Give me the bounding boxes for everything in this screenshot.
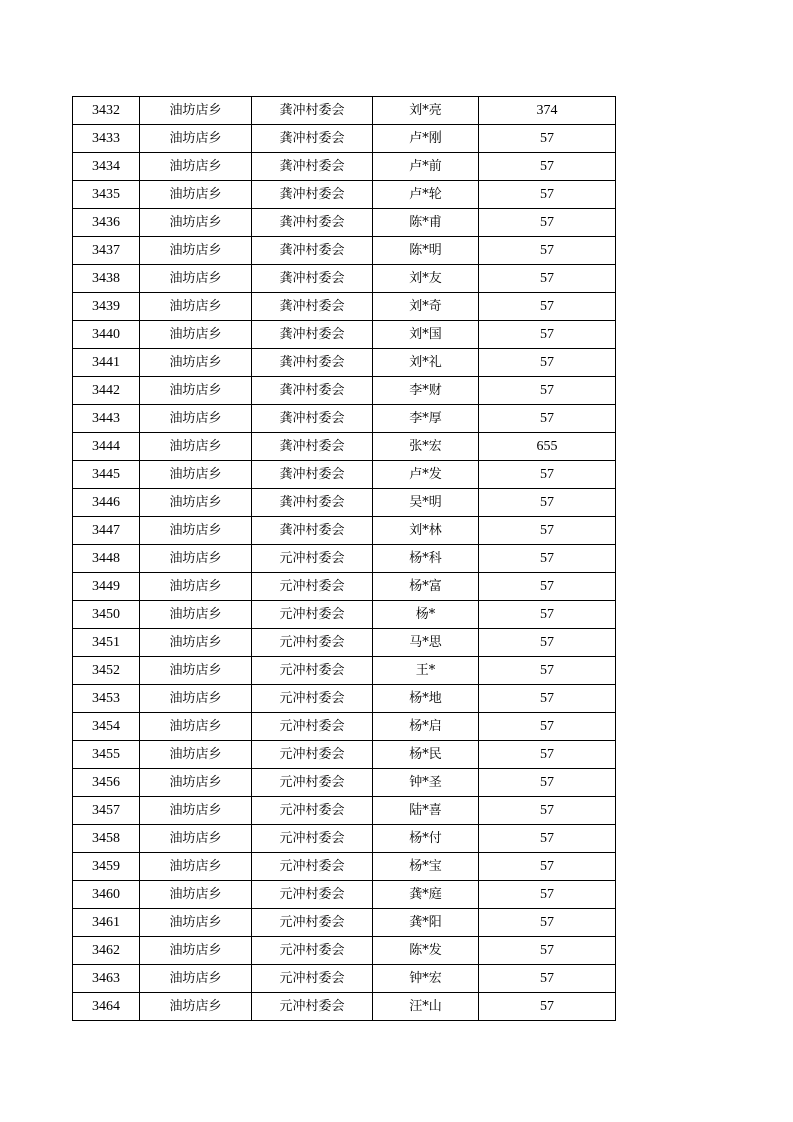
cell-amount: 57: [479, 965, 616, 993]
cell-person-name: 杨*宝: [373, 853, 479, 881]
cell-amount: 57: [479, 153, 616, 181]
cell-person-name: 杨*: [373, 601, 479, 629]
cell-amount: 57: [479, 713, 616, 741]
cell-person-name: 汪*山: [373, 993, 479, 1021]
cell-serial-number: 3459: [73, 853, 140, 881]
cell-serial-number: 3433: [73, 125, 140, 153]
cell-amount: 57: [479, 881, 616, 909]
cell-serial-number: 3434: [73, 153, 140, 181]
cell-township: 油坊店乡: [140, 965, 252, 993]
cell-township: 油坊店乡: [140, 601, 252, 629]
cell-person-name: 陈*发: [373, 937, 479, 965]
cell-person-name: 陈*甫: [373, 209, 479, 237]
cell-serial-number: 3432: [73, 97, 140, 125]
cell-person-name: 钟*圣: [373, 769, 479, 797]
cell-village-committee: 龚冲村委会: [252, 97, 373, 125]
cell-person-name: 卢*轮: [373, 181, 479, 209]
cell-serial-number: 3454: [73, 713, 140, 741]
cell-person-name: 吴*明: [373, 489, 479, 517]
cell-serial-number: 3461: [73, 909, 140, 937]
cell-serial-number: 3458: [73, 825, 140, 853]
cell-township: 油坊店乡: [140, 209, 252, 237]
cell-amount: 57: [479, 181, 616, 209]
table-row: [73, 377, 616, 405]
cell-serial-number: 3440: [73, 321, 140, 349]
cell-township: 油坊店乡: [140, 293, 252, 321]
cell-amount: 57: [479, 125, 616, 153]
cell-village-committee: 龚冲村委会: [252, 209, 373, 237]
cell-village-committee: 元冲村委会: [252, 713, 373, 741]
cell-person-name: 陈*明: [373, 237, 479, 265]
cell-village-committee: 元冲村委会: [252, 797, 373, 825]
cell-township: 油坊店乡: [140, 265, 252, 293]
cell-serial-number: 3455: [73, 741, 140, 769]
cell-township: 油坊店乡: [140, 825, 252, 853]
cell-village-committee: 龚冲村委会: [252, 293, 373, 321]
cell-amount: 374: [479, 97, 616, 125]
cell-village-committee: 龚冲村委会: [252, 265, 373, 293]
cell-serial-number: 3437: [73, 237, 140, 265]
table-body: [73, 97, 616, 1021]
table-row: [73, 181, 616, 209]
cell-township: 油坊店乡: [140, 713, 252, 741]
cell-township: 油坊店乡: [140, 685, 252, 713]
cell-amount: 57: [479, 265, 616, 293]
cell-village-committee: 龚冲村委会: [252, 517, 373, 545]
cell-amount: 57: [479, 321, 616, 349]
cell-amount: 57: [479, 741, 616, 769]
cell-township: 油坊店乡: [140, 153, 252, 181]
cell-village-committee: 龚冲村委会: [252, 349, 373, 377]
cell-person-name: 刘*林: [373, 517, 479, 545]
table-row: [73, 769, 616, 797]
cell-township: 油坊店乡: [140, 405, 252, 433]
cell-village-committee: 元冲村委会: [252, 573, 373, 601]
cell-serial-number: 3460: [73, 881, 140, 909]
table-row: [73, 237, 616, 265]
table-row: [73, 909, 616, 937]
cell-village-committee: 龚冲村委会: [252, 489, 373, 517]
table-row: [73, 825, 616, 853]
cell-serial-number: 3443: [73, 405, 140, 433]
table-row: [73, 657, 616, 685]
table-row: [73, 321, 616, 349]
cell-person-name: 龚*庭: [373, 881, 479, 909]
cell-serial-number: 3435: [73, 181, 140, 209]
cell-serial-number: 3441: [73, 349, 140, 377]
cell-person-name: 钟*宏: [373, 965, 479, 993]
cell-amount: 57: [479, 405, 616, 433]
cell-amount: 57: [479, 853, 616, 881]
cell-village-committee: 元冲村委会: [252, 629, 373, 657]
cell-amount: 57: [479, 825, 616, 853]
cell-township: 油坊店乡: [140, 629, 252, 657]
cell-village-committee: 元冲村委会: [252, 937, 373, 965]
cell-person-name: 卢*前: [373, 153, 479, 181]
cell-amount: 57: [479, 545, 616, 573]
cell-township: 油坊店乡: [140, 125, 252, 153]
cell-serial-number: 3447: [73, 517, 140, 545]
cell-amount: 57: [479, 797, 616, 825]
cell-township: 油坊店乡: [140, 517, 252, 545]
cell-person-name: 马*思: [373, 629, 479, 657]
cell-person-name: 李*厚: [373, 405, 479, 433]
table-row: [73, 125, 616, 153]
cell-amount: 57: [479, 909, 616, 937]
cell-village-committee: 元冲村委会: [252, 825, 373, 853]
table-row: [73, 293, 616, 321]
table-row: [73, 937, 616, 965]
cell-person-name: 卢*发: [373, 461, 479, 489]
cell-township: 油坊店乡: [140, 349, 252, 377]
cell-amount: 57: [479, 993, 616, 1021]
table-row: [73, 209, 616, 237]
cell-amount: 57: [479, 937, 616, 965]
cell-serial-number: 3450: [73, 601, 140, 629]
cell-amount: 655: [479, 433, 616, 461]
cell-township: 油坊店乡: [140, 909, 252, 937]
cell-township: 油坊店乡: [140, 993, 252, 1021]
table-row: [73, 741, 616, 769]
cell-village-committee: 元冲村委会: [252, 657, 373, 685]
cell-amount: 57: [479, 209, 616, 237]
cell-person-name: 李*财: [373, 377, 479, 405]
table-row: [73, 853, 616, 881]
table-row: [73, 993, 616, 1021]
cell-serial-number: 3451: [73, 629, 140, 657]
cell-village-committee: 龚冲村委会: [252, 181, 373, 209]
cell-township: 油坊店乡: [140, 377, 252, 405]
table-row: [73, 881, 616, 909]
cell-person-name: 陆*喜: [373, 797, 479, 825]
cell-serial-number: 3449: [73, 573, 140, 601]
cell-serial-number: 3462: [73, 937, 140, 965]
table-row: [73, 405, 616, 433]
cell-amount: 57: [479, 685, 616, 713]
cell-person-name: 卢*刚: [373, 125, 479, 153]
cell-serial-number: 3442: [73, 377, 140, 405]
cell-village-committee: 元冲村委会: [252, 601, 373, 629]
cell-township: 油坊店乡: [140, 237, 252, 265]
cell-person-name: 刘*礼: [373, 349, 479, 377]
cell-village-committee: 元冲村委会: [252, 881, 373, 909]
cell-amount: 57: [479, 349, 616, 377]
table-row: [73, 713, 616, 741]
cell-village-committee: 龚冲村委会: [252, 461, 373, 489]
cell-township: 油坊店乡: [140, 97, 252, 125]
cell-person-name: 张*宏: [373, 433, 479, 461]
cell-township: 油坊店乡: [140, 657, 252, 685]
cell-amount: 57: [479, 237, 616, 265]
table-row: [73, 153, 616, 181]
cell-township: 油坊店乡: [140, 853, 252, 881]
cell-serial-number: 3436: [73, 209, 140, 237]
cell-village-committee: 龚冲村委会: [252, 377, 373, 405]
cell-village-committee: 龚冲村委会: [252, 125, 373, 153]
cell-amount: 57: [479, 601, 616, 629]
cell-township: 油坊店乡: [140, 545, 252, 573]
cell-township: 油坊店乡: [140, 937, 252, 965]
cell-township: 油坊店乡: [140, 769, 252, 797]
cell-person-name: 刘*奇: [373, 293, 479, 321]
cell-person-name: 王*: [373, 657, 479, 685]
table-row: [73, 349, 616, 377]
table-row: [73, 545, 616, 573]
cell-village-committee: 龚冲村委会: [252, 153, 373, 181]
table-row: [73, 97, 616, 125]
cell-serial-number: 3457: [73, 797, 140, 825]
table-row: [73, 517, 616, 545]
table-row: [73, 489, 616, 517]
cell-serial-number: 3463: [73, 965, 140, 993]
cell-village-committee: 龚冲村委会: [252, 433, 373, 461]
cell-village-committee: 元冲村委会: [252, 685, 373, 713]
cell-person-name: 龚*阳: [373, 909, 479, 937]
cell-township: 油坊店乡: [140, 797, 252, 825]
cell-township: 油坊店乡: [140, 741, 252, 769]
cell-person-name: 杨*付: [373, 825, 479, 853]
cell-amount: 57: [479, 517, 616, 545]
cell-serial-number: 3445: [73, 461, 140, 489]
cell-village-committee: 龚冲村委会: [252, 405, 373, 433]
cell-serial-number: 3464: [73, 993, 140, 1021]
table-row: [73, 965, 616, 993]
cell-serial-number: 3456: [73, 769, 140, 797]
cell-township: 油坊店乡: [140, 573, 252, 601]
cell-amount: 57: [479, 629, 616, 657]
cell-village-committee: 元冲村委会: [252, 853, 373, 881]
cell-amount: 57: [479, 489, 616, 517]
table-row: [73, 685, 616, 713]
cell-serial-number: 3438: [73, 265, 140, 293]
cell-amount: 57: [479, 573, 616, 601]
cell-village-committee: 元冲村委会: [252, 965, 373, 993]
cell-amount: 57: [479, 769, 616, 797]
cell-person-name: 杨*启: [373, 713, 479, 741]
cell-amount: 57: [479, 377, 616, 405]
cell-serial-number: 3452: [73, 657, 140, 685]
cell-village-committee: 龚冲村委会: [252, 237, 373, 265]
cell-township: 油坊店乡: [140, 489, 252, 517]
cell-person-name: 杨*地: [373, 685, 479, 713]
cell-person-name: 刘*国: [373, 321, 479, 349]
cell-amount: 57: [479, 461, 616, 489]
cell-village-committee: 元冲村委会: [252, 909, 373, 937]
cell-serial-number: 3453: [73, 685, 140, 713]
cell-serial-number: 3448: [73, 545, 140, 573]
cell-township: 油坊店乡: [140, 181, 252, 209]
cell-person-name: 杨*民: [373, 741, 479, 769]
table-row: [73, 573, 616, 601]
cell-township: 油坊店乡: [140, 881, 252, 909]
cell-village-committee: 龚冲村委会: [252, 321, 373, 349]
table-row: [73, 433, 616, 461]
cell-village-committee: 元冲村委会: [252, 769, 373, 797]
cell-person-name: 杨*科: [373, 545, 479, 573]
table-row: [73, 601, 616, 629]
cell-village-committee: 元冲村委会: [252, 545, 373, 573]
cell-village-committee: 元冲村委会: [252, 741, 373, 769]
cell-township: 油坊店乡: [140, 433, 252, 461]
cell-township: 油坊店乡: [140, 321, 252, 349]
cell-person-name: 杨*富: [373, 573, 479, 601]
table-row: [73, 461, 616, 489]
cell-serial-number: 3439: [73, 293, 140, 321]
cell-person-name: 刘*亮: [373, 97, 479, 125]
cell-amount: 57: [479, 293, 616, 321]
cell-amount: 57: [479, 657, 616, 685]
table-row: [73, 629, 616, 657]
cell-serial-number: 3444: [73, 433, 140, 461]
subsidy-table: [72, 96, 616, 1021]
cell-village-committee: 元冲村委会: [252, 993, 373, 1021]
table-row: [73, 265, 616, 293]
cell-person-name: 刘*友: [373, 265, 479, 293]
table-row: [73, 797, 616, 825]
cell-township: 油坊店乡: [140, 461, 252, 489]
cell-serial-number: 3446: [73, 489, 140, 517]
